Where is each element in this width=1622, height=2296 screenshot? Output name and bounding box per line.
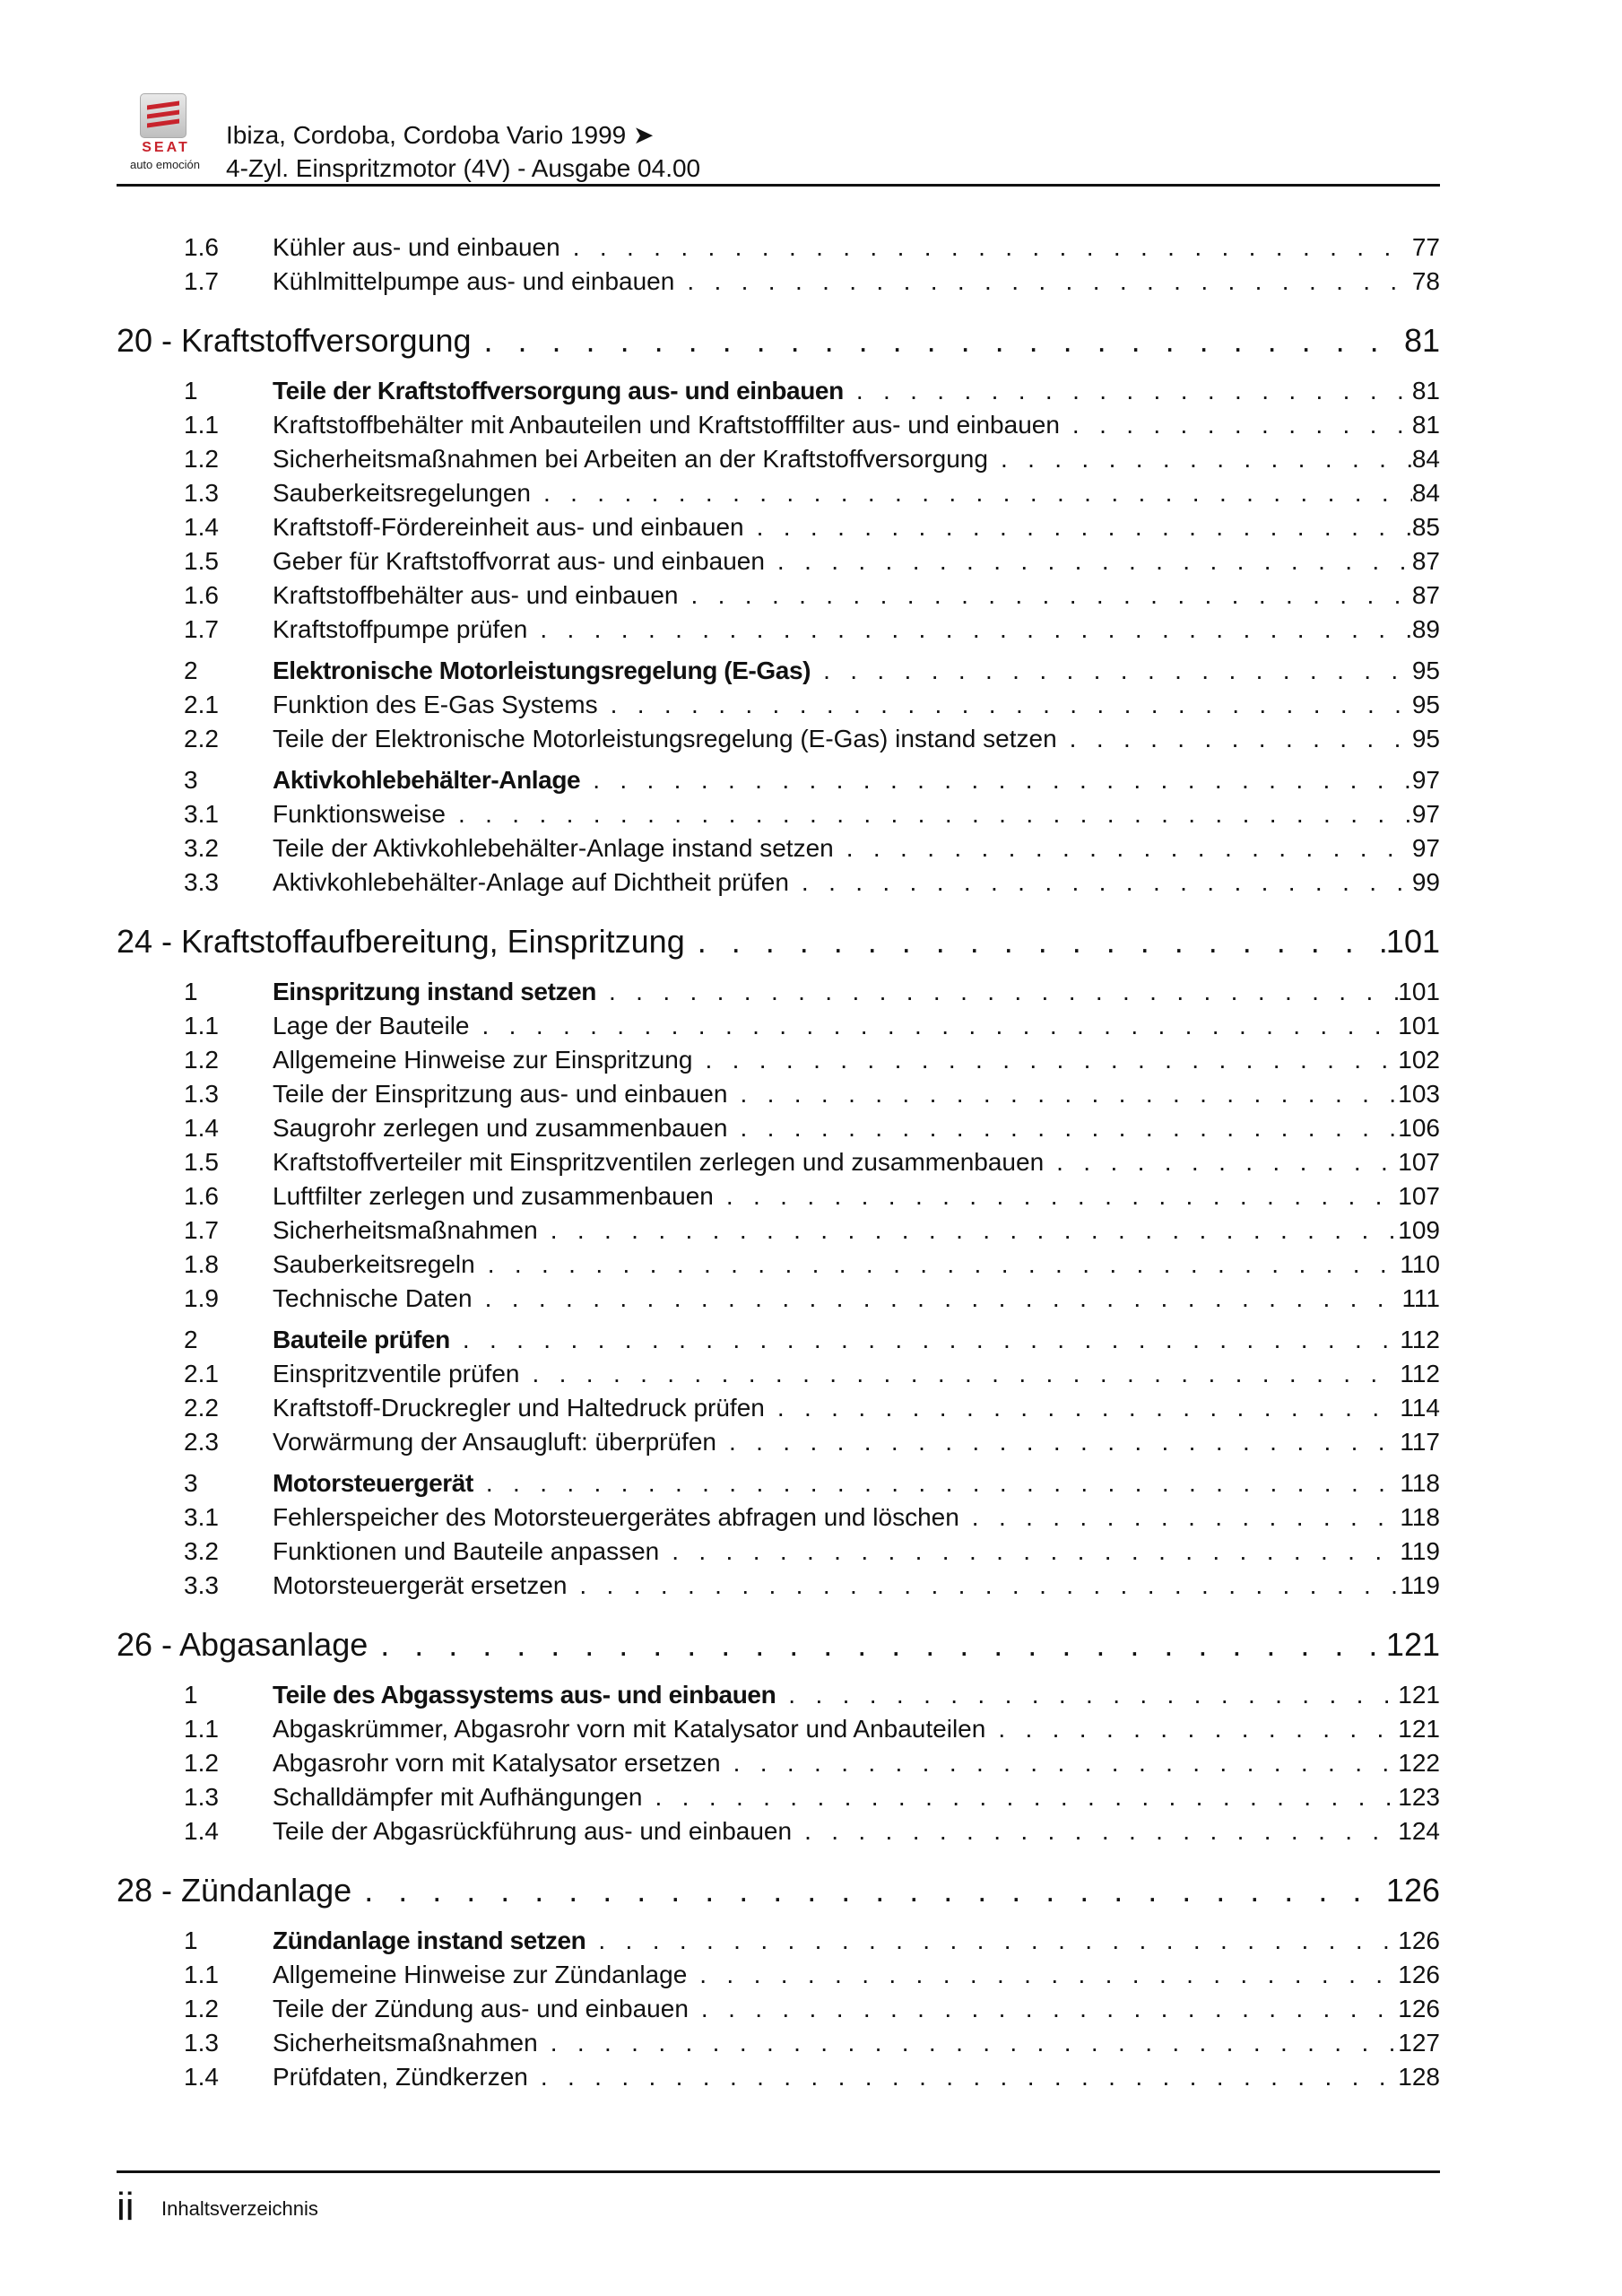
logo-tagline: auto emoción	[129, 158, 201, 171]
dot-leader	[567, 1569, 1400, 1603]
toc-entry-number: 1.4	[184, 513, 219, 541]
toc-entry[interactable]	[117, 1213, 1440, 1248]
toc-entry-number: 1	[184, 377, 198, 404]
toc-entry-title: Kraftstoff-Fördereinheit aus- und einbauen	[273, 513, 744, 541]
toc-entry-title: Kühlmittelpumpe aus- und einbauen	[273, 267, 675, 295]
toc-entry-page: 99	[1411, 868, 1440, 896]
toc-entry-number: 1.3	[184, 479, 219, 507]
dot-leader	[473, 1282, 1402, 1316]
toc-entry-title: Einspritzung instand setzen	[273, 978, 597, 1005]
toc-entry-title: Sicherheitsmaßnahmen bei Arbeiten an der Kraftstoffversorgung	[273, 445, 988, 473]
dot-leader	[528, 2060, 1398, 2094]
toc-entry-title: Teile der Elektronische Motorleistungsregelung (E-Gas) instand setzen	[273, 725, 1057, 752]
toc-entry-page: 124	[1398, 1817, 1440, 1845]
toc-entry-page: 111	[1401, 1284, 1440, 1312]
dot-leader	[643, 1780, 1399, 1814]
toc-entry-title: Teile der Aktivkohlebehälter-Anlage instand setzen	[273, 834, 834, 862]
dot-leader	[727, 1077, 1398, 1111]
toc-entry-page: 122	[1398, 1749, 1440, 1777]
toc-entry[interactable]	[117, 1043, 1440, 1077]
dot-leader	[765, 544, 1412, 578]
toc-entry-number: 1.4	[184, 1817, 219, 1845]
toc-entry-number: 1.4	[184, 1114, 219, 1142]
toc-entry[interactable]	[117, 1145, 1440, 1179]
toc-entry-page: 87	[1411, 547, 1440, 575]
toc-entry[interactable]	[117, 1282, 1440, 1316]
dot-leader	[450, 1323, 1401, 1357]
toc-entry-number: 1.2	[184, 1046, 219, 1074]
toc-entry-page: 128	[1398, 2063, 1440, 2091]
toc-entry-title: 26 - Abgasanlage	[117, 1626, 369, 1663]
toc-entry[interactable]	[117, 722, 1440, 756]
toc-entry-number: 3	[184, 1469, 198, 1497]
toc-entry-page: 95	[1411, 725, 1440, 752]
dot-leader	[527, 613, 1412, 647]
toc-entry[interactable]	[117, 1746, 1440, 1780]
footer-divider	[117, 2170, 1440, 2173]
header-title-line2: 4-Zyl. Einspritzmotor (4V) - Ausgabe 04.00	[226, 154, 701, 182]
toc-entry[interactable]	[117, 654, 1440, 688]
toc-entry-title: Aktivkohlebehälter-Anlage auf Dichtheit prüfen	[273, 868, 789, 896]
toc-entry-number: 1.3	[184, 2029, 219, 2057]
toc-entry-title: Sauberkeitsregeln	[273, 1250, 475, 1278]
toc-entry[interactable]	[117, 797, 1440, 831]
toc-entry-title: 28 - Zündanlage	[117, 1872, 352, 1909]
dot-leader	[674, 265, 1412, 299]
header-title-line1: Ibiza, Cordoba, Cordoba Vario 1999 ➤	[226, 121, 655, 149]
toc-entry-number: 1.1	[184, 1012, 219, 1039]
toc-entry[interactable]	[117, 975, 1440, 1009]
toc-entry-page: 89	[1411, 615, 1440, 643]
seat-emblem-icon	[140, 93, 186, 138]
toc-entry-number: 1.7	[184, 267, 219, 295]
toc-entry-title: 24 - Kraftstoffaufbereitung, Einspritzung	[117, 923, 685, 960]
toc-entry-number: 3.2	[184, 834, 219, 862]
toc-entry-title: Kraftstoffbehälter mit Anbauteilen und Kraftstofffilter aus- und einbauen	[273, 411, 1060, 439]
toc-entry-number: 2	[184, 1326, 198, 1353]
toc-entry-page: 121	[1385, 1626, 1440, 1663]
toc-entry-page: 87	[1411, 581, 1440, 609]
dot-leader	[959, 1500, 1401, 1535]
toc-entry-number: 2.2	[184, 725, 219, 752]
toc-entry-page: 112	[1400, 1360, 1440, 1387]
toc-entry-page: 126	[1385, 1872, 1440, 1909]
toc-entry-page: 95	[1411, 691, 1440, 718]
toc-entry-title: Kraftstoff-Druckregler und Haltedruck prüfen	[273, 1394, 765, 1422]
toc-entry-number: 1.1	[184, 411, 219, 439]
toc-chapter-entry[interactable]	[117, 1619, 1440, 1671]
toc-entry-page: 118	[1400, 1469, 1440, 1497]
toc-entry-number: 1.9	[184, 1284, 219, 1312]
toc-entry[interactable]	[117, 1077, 1440, 1111]
dot-leader	[789, 865, 1412, 900]
toc-entry-number: 1.7	[184, 615, 219, 643]
toc-entry-number: 3.1	[184, 800, 219, 828]
toc-chapter-entry[interactable]	[117, 1865, 1440, 1917]
dot-leader	[531, 476, 1412, 510]
toc-entry[interactable]	[117, 1992, 1440, 2026]
toc-entry[interactable]	[117, 1111, 1440, 1145]
logo-brand: SEAT	[142, 140, 190, 155]
toc-entry-title: Funktion des E-Gas Systems	[273, 691, 598, 718]
toc-entry-page: 85	[1411, 513, 1440, 541]
dot-leader	[792, 1814, 1398, 1848]
toc-entry[interactable]	[117, 688, 1440, 722]
dot-leader	[1044, 1145, 1398, 1179]
toc-entry[interactable]	[117, 763, 1440, 797]
toc-entry[interactable]	[117, 442, 1440, 476]
toc-entry-page: 118	[1400, 1503, 1440, 1531]
toc-entry-page: 127	[1398, 2029, 1440, 2057]
toc-entry-number: 3.3	[184, 1571, 219, 1599]
toc-entry-title: Teile der Einspritzung aus- und einbauen	[273, 1080, 728, 1108]
toc-entry-number: 1.5	[184, 1148, 219, 1176]
toc-entry-page: 103	[1398, 1080, 1440, 1108]
toc-entry-page: 121	[1398, 1681, 1440, 1709]
dot-leader	[585, 1924, 1398, 1958]
toc-entry[interactable]	[117, 1958, 1440, 1992]
toc-entry-page: 101	[1398, 978, 1440, 1005]
toc-entry-number: 3.2	[184, 1537, 219, 1565]
toc-entry-page: 97	[1411, 766, 1440, 794]
toc-entry[interactable]	[117, 1466, 1440, 1500]
toc-entry-number: 1.5	[184, 547, 219, 575]
toc-entry-page: 84	[1411, 479, 1440, 507]
dot-leader	[844, 374, 1412, 408]
toc-entry-title: Motorsteuergerät	[273, 1469, 473, 1497]
toc-entry[interactable]	[117, 578, 1440, 613]
dot-leader	[560, 230, 1412, 265]
dot-leader	[446, 797, 1412, 831]
header-divider	[117, 184, 1440, 187]
toc-entry[interactable]	[117, 476, 1440, 510]
toc-entry-number: 1	[184, 1681, 198, 1709]
toc-entry-page: 81	[1403, 322, 1440, 359]
toc-entry[interactable]	[117, 1814, 1440, 1848]
toc-entry[interactable]	[117, 1678, 1440, 1712]
toc-entry-page: 119	[1400, 1537, 1440, 1565]
toc-entry-number: 3.1	[184, 1503, 219, 1531]
dot-leader	[834, 831, 1412, 865]
toc-entry-number: 1.6	[184, 233, 219, 261]
dot-leader	[519, 1357, 1400, 1391]
dot-leader	[689, 1992, 1398, 2026]
toc-entry-number: 1.2	[184, 1995, 219, 2022]
toc-entry-number: 2.2	[184, 1394, 219, 1422]
toc-entry-page: 78	[1411, 267, 1440, 295]
toc-entry[interactable]	[117, 1712, 1440, 1746]
toc-entry[interactable]	[117, 2026, 1440, 2060]
toc-entry[interactable]	[117, 2060, 1440, 2094]
dot-leader	[714, 1179, 1398, 1213]
toc-entry-title: Technische Daten	[273, 1284, 473, 1312]
toc-entry-number: 1.1	[184, 1961, 219, 1988]
dot-leader	[1060, 408, 1412, 442]
dot-leader	[659, 1535, 1400, 1569]
toc-entry[interactable]	[117, 1248, 1440, 1282]
toc-entry-page: 107	[1398, 1182, 1440, 1210]
toc-entry-number: 2.3	[184, 1428, 219, 1456]
toc-entry-title: Einspritzventile prüfen	[273, 1360, 520, 1387]
toc-entry-number: 1.2	[184, 445, 219, 473]
toc-entry-title: Abgasrohr vorn mit Katalysator ersetzen	[273, 1749, 721, 1777]
toc-entry-number: 1.2	[184, 1749, 219, 1777]
toc-entry-number: 1.8	[184, 1250, 219, 1278]
dot-leader	[580, 763, 1412, 797]
toc-entry-page: 81	[1411, 411, 1440, 439]
toc-entry-page: 101	[1385, 923, 1440, 960]
toc-entry-number: 1.4	[184, 2063, 219, 2091]
dot-leader	[692, 1043, 1398, 1077]
toc-entry-title: Kraftstoffverteiler mit Einspritzventilen zerlegen und zusammenbauen	[273, 1148, 1045, 1176]
dot-leader	[472, 315, 1404, 367]
toc-entry-title: Kraftstoffbehälter aus- und einbauen	[273, 581, 679, 609]
dot-leader	[744, 510, 1412, 544]
footer-page-number: ii	[117, 2185, 134, 2229]
toc-entry-page: 84	[1411, 445, 1440, 473]
table-of-contents	[117, 230, 1440, 2094]
toc-entry-number: 3	[184, 766, 198, 794]
dot-leader	[716, 1425, 1400, 1459]
toc-entry-number: 1.7	[184, 1216, 219, 1244]
dot-leader	[470, 1009, 1399, 1043]
toc-entry-title: Geber für Kraftstoffvorrat aus- und einbauen	[273, 547, 765, 575]
toc-entry-page: 101	[1398, 1012, 1440, 1039]
dot-leader	[475, 1248, 1401, 1282]
toc-entry-title: Sauberkeitsregelungen	[273, 479, 531, 507]
toc-entry-title: Schalldämpfer mit Aufhängungen	[273, 1783, 643, 1811]
toc-entry[interactable]	[117, 544, 1440, 578]
toc-entry-title: Allgemeine Hinweise zur Zündanlage	[273, 1961, 688, 1988]
toc-entry-title: Sicherheitsmaßnahmen	[273, 2029, 538, 2057]
toc-entry-number: 3.3	[184, 868, 219, 896]
toc-entry[interactable]	[117, 1569, 1440, 1603]
toc-entry-page: 117	[1400, 1428, 1440, 1456]
seat-logo	[115, 93, 213, 174]
toc-entry-title: Allgemeine Hinweise zur Einspritzung	[273, 1046, 693, 1074]
toc-entry[interactable]	[117, 1391, 1440, 1425]
toc-entry-number: 1.6	[184, 581, 219, 609]
toc-entry-page: 110	[1400, 1250, 1440, 1278]
toc-chapter-entry[interactable]	[117, 315, 1440, 367]
toc-entry-title: Motorsteuergerät ersetzen	[273, 1571, 568, 1599]
dot-leader	[368, 1619, 1386, 1671]
toc-entry-number: 2	[184, 657, 198, 684]
toc-entry[interactable]	[117, 1357, 1440, 1391]
toc-entry-title: Abgaskrümmer, Abgasrohr vorn mit Katalysator und Anbauteilen	[273, 1715, 986, 1743]
toc-entry-page: 123	[1398, 1783, 1440, 1811]
toc-entry-number: 2.1	[184, 1360, 219, 1387]
toc-entry-title: Sicherheitsmaßnahmen	[273, 1216, 538, 1244]
toc-entry[interactable]	[117, 1425, 1440, 1459]
toc-entry-page: 81	[1411, 377, 1440, 404]
toc-entry-title: Bauteile prüfen	[273, 1326, 450, 1353]
toc-entry[interactable]	[117, 1924, 1440, 1958]
dot-leader	[687, 1958, 1398, 1992]
dot-leader	[727, 1111, 1398, 1145]
dot-leader	[596, 975, 1398, 1009]
dot-leader	[721, 1746, 1399, 1780]
toc-entry-page: 97	[1411, 834, 1440, 862]
toc-entry-title: Elektronische Motorleistungsregelung (E-Gas)	[273, 657, 811, 684]
dot-leader	[765, 1391, 1401, 1425]
toc-entry-title: Funktionsweise	[273, 800, 446, 828]
toc-entry-title: 20 - Kraftstoffversorgung	[117, 322, 472, 359]
toc-entry-page: 119	[1400, 1571, 1440, 1599]
toc-entry[interactable]	[117, 1009, 1440, 1043]
toc-entry-number: 1.3	[184, 1080, 219, 1108]
toc-entry-title: Lage der Bauteile	[273, 1012, 470, 1039]
toc-entry-page: 97	[1411, 800, 1440, 828]
toc-entry-number: 1.6	[184, 1182, 219, 1210]
dot-leader	[988, 442, 1412, 476]
footer-section-label: Inhaltsverzeichnis	[161, 2197, 318, 2220]
toc-entry-title: Teile der Abgasrückführung aus- und einbauen	[273, 1817, 793, 1845]
dot-leader	[685, 916, 1386, 968]
toc-entry-page: 77	[1411, 233, 1440, 261]
toc-entry[interactable]	[117, 510, 1440, 544]
toc-entry-title: Aktivkohlebehälter-Anlage	[273, 766, 581, 794]
toc-entry-page: 107	[1398, 1148, 1440, 1176]
toc-entry-title: Teile der Zündung aus- und einbauen	[273, 1995, 689, 2022]
toc-entry-number: 1	[184, 978, 198, 1005]
toc-entry-title: Vorwärmung der Ansaugluft: überprüfen	[273, 1428, 716, 1456]
dot-leader	[1057, 722, 1412, 756]
toc-entry-title: Teile der Kraftstoffversorgung aus- und einbauen	[273, 377, 844, 404]
toc-entry-title: Funktionen und Bauteile anpassen	[273, 1537, 660, 1565]
dot-leader	[776, 1678, 1398, 1712]
toc-entry-title: Kühler aus- und einbauen	[273, 233, 560, 261]
toc-entry-number: 1.1	[184, 1715, 219, 1743]
dot-leader	[678, 578, 1411, 613]
toc-entry-number: 1.3	[184, 1783, 219, 1811]
toc-entry[interactable]	[117, 408, 1440, 442]
toc-entry-number: 2.1	[184, 691, 219, 718]
toc-entry-page: 102	[1398, 1046, 1440, 1074]
toc-entry[interactable]	[117, 1535, 1440, 1569]
toc-entry[interactable]	[117, 865, 1440, 900]
toc-entry-page: 121	[1398, 1715, 1440, 1743]
toc-entry[interactable]	[117, 1323, 1440, 1357]
toc-entry-title: Luftfilter zerlegen und zusammenbauen	[273, 1182, 714, 1210]
toc-entry-title: Prüfdaten, Zündkerzen	[273, 2063, 528, 2091]
toc-entry[interactable]	[117, 831, 1440, 865]
toc-entry[interactable]	[117, 1780, 1440, 1814]
dot-leader	[351, 1865, 1386, 1917]
toc-entry[interactable]	[117, 230, 1440, 265]
toc-entry-page: 95	[1411, 657, 1440, 684]
toc-entry-title: Fehlerspeicher des Motorsteuergerätes abfragen und löschen	[273, 1503, 959, 1531]
toc-entry-page: 106	[1398, 1114, 1440, 1142]
toc-entry-page: 126	[1398, 1926, 1440, 1954]
dot-leader	[985, 1712, 1398, 1746]
toc-entry-page: 109	[1398, 1216, 1440, 1244]
dot-leader	[811, 654, 1412, 688]
toc-chapter-entry[interactable]	[117, 916, 1440, 968]
toc-entry-title: Zündanlage instand setzen	[273, 1926, 586, 1954]
toc-entry[interactable]	[117, 613, 1440, 647]
toc-entry-number: 1	[184, 1926, 198, 1954]
dot-leader	[538, 2026, 1399, 2060]
toc-entry-page: 114	[1400, 1394, 1440, 1422]
toc-entry[interactable]	[117, 374, 1440, 408]
toc-entry-page: 112	[1400, 1326, 1440, 1353]
toc-entry[interactable]	[117, 1500, 1440, 1535]
toc-entry-title: Teile des Abgassystems aus- und einbauen	[273, 1681, 776, 1709]
toc-entry-title: Saugrohr zerlegen und zusammenbauen	[273, 1114, 728, 1142]
toc-entry[interactable]	[117, 265, 1440, 299]
toc-entry-page: 126	[1398, 1995, 1440, 2022]
toc-entry-title: Kraftstoffpumpe prüfen	[273, 615, 528, 643]
toc-entry[interactable]	[117, 1179, 1440, 1213]
toc-entry-page: 126	[1398, 1961, 1440, 1988]
dot-leader	[473, 1466, 1400, 1500]
dot-leader	[538, 1213, 1399, 1248]
dot-leader	[598, 688, 1412, 722]
